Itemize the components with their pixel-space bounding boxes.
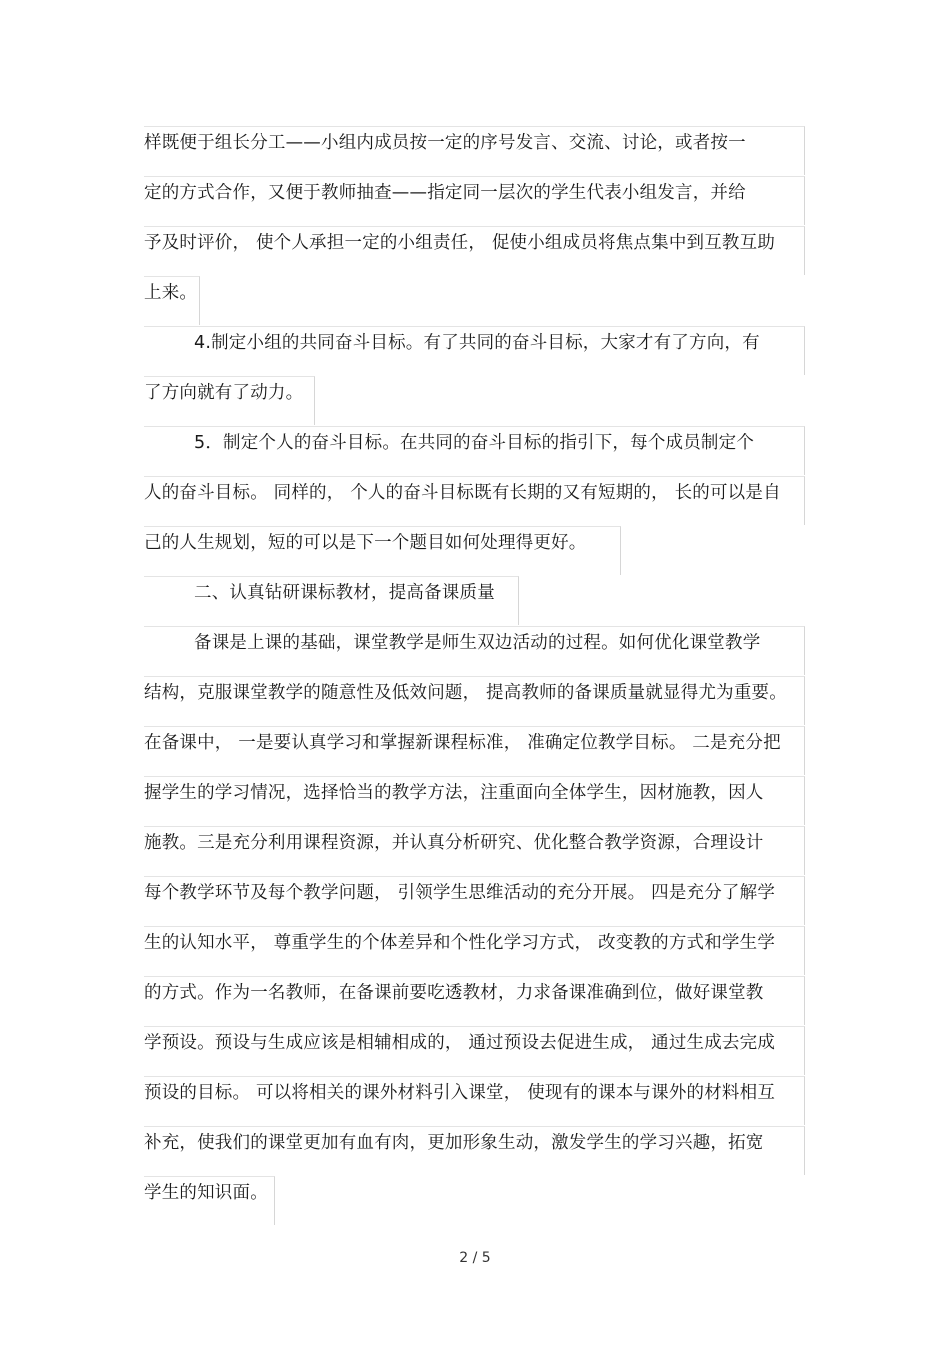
paragraph-line: 结构，克服课堂教学的随意性及低效问题， 提高教师的备课质量就显得尤为重要。	[144, 683, 787, 703]
paragraph-line: 的方式。作为一名教师，在备课前要吃透教材，力求备课准确到位，做好课堂教	[144, 983, 764, 1003]
paragraph-line: 施教。三是充分利用课程资源，并认真分析研究、优化整合教学资源，合理设计	[144, 833, 764, 853]
paragraph-line: 生的认知水平， 尊重学生的个体差异和个性化学习方式， 改变教的方式和学生学	[144, 933, 776, 953]
paragraph-line: 上来。	[144, 283, 198, 303]
paragraph-line: 己的人生规划，短的可以是下一个题目如何处理得更好。	[144, 533, 587, 553]
paragraph-line: 在备课中， 一是要认真学习和掌握新课程标准， 准确定位教学目标。 二是充分把	[144, 733, 781, 753]
paragraph-line: 备课是上课的基础，课堂教学是师生双边活动的过程。如何优化课堂教学	[194, 633, 761, 653]
paragraph-line: 样既便于组长分工——小组内成员按一定的序号发言、交流、讨论，或者按一	[144, 133, 746, 153]
paragraph-line: 每个教学环节及每个教学问题， 引领学生思维活动的充分开展。 四是充分了解学	[144, 883, 776, 903]
paragraph-line: 定的方式合作，又便于教师抽查——指定同一层次的学生代表小组发言，并给	[144, 183, 746, 203]
paragraph-line: 握学生的学习情况，选择恰当的教学方法，注重面向全体学生，因材施教，因人	[144, 783, 764, 803]
paragraph-line: 予及时评价， 使个人承担一定的小组责任， 促使小组成员将焦点集中到互教互助	[144, 233, 776, 253]
paragraph-line: 4.制定小组的共同奋斗目标。有了共同的奋斗目标，大家才有了方向，有	[194, 333, 760, 353]
paragraph-line: 了方向就有了动力。	[144, 383, 304, 403]
paragraph-line: 学生的知识面。	[144, 1183, 268, 1203]
section-heading: 二、认真钻研课标教材，提高备课质量	[194, 583, 495, 603]
paragraph-line: 补充，使我们的课堂更加有血有肉，更加形象生动，激发学生的学习兴趣，拓宽	[144, 1133, 764, 1153]
paragraph-line: 学预设。预设与生成应该是相辅相成的， 通过预设去促进生成， 通过生成去完成	[144, 1033, 776, 1053]
paragraph-line: 人的奋斗目标。 同样的， 个人的奋斗目标既有长期的又有短期的， 长的可以是自	[144, 483, 781, 503]
paragraph-line: 预设的目标。 可以将相关的课外材料引入课堂， 使现有的课本与课外的材料相互	[144, 1083, 776, 1103]
page-number: 2 / 5	[459, 1250, 491, 1266]
paragraph-line: 5．制定个人的奋斗目标。在共同的奋斗目标的指引下，每个成员制定个	[194, 433, 755, 453]
